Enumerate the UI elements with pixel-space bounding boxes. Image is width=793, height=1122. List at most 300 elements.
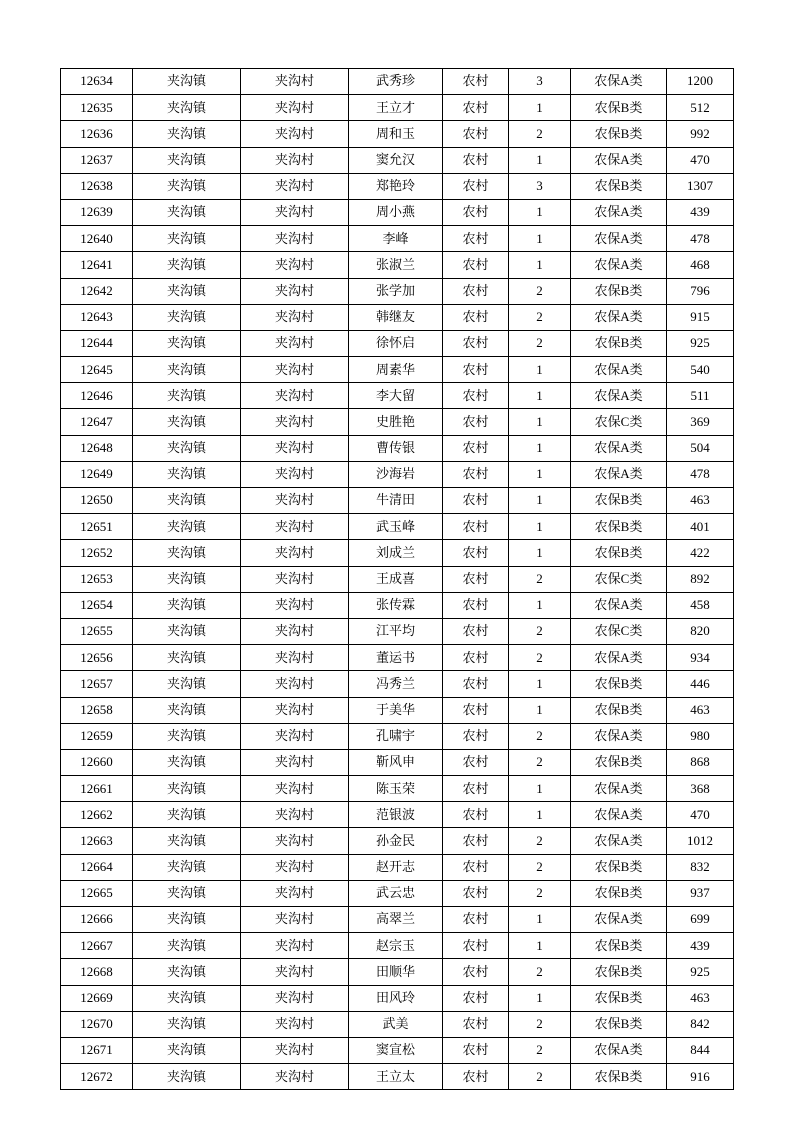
cell-town: 夹沟镇 bbox=[133, 540, 241, 566]
cell-village: 夹沟村 bbox=[241, 147, 349, 173]
table-row bbox=[61, 933, 734, 959]
cell-residence: 农村 bbox=[443, 749, 509, 775]
cell-id: 12642 bbox=[61, 278, 133, 304]
cell-amount: 992 bbox=[667, 121, 734, 147]
cell-amount: 844 bbox=[667, 1037, 734, 1063]
cell-name: 窦宣松 bbox=[349, 1037, 443, 1063]
cell-name: 董运书 bbox=[349, 645, 443, 671]
table-row bbox=[61, 671, 734, 697]
table-row bbox=[61, 357, 734, 383]
cell-category: 农保B类 bbox=[571, 278, 667, 304]
cell-count: 1 bbox=[509, 802, 571, 828]
cell-town: 夹沟镇 bbox=[133, 985, 241, 1011]
cell-village: 夹沟村 bbox=[241, 671, 349, 697]
cell-count: 1 bbox=[509, 985, 571, 1011]
cell-id: 12655 bbox=[61, 618, 133, 644]
table-row bbox=[61, 226, 734, 252]
table-row bbox=[61, 488, 734, 514]
cell-village: 夹沟村 bbox=[241, 226, 349, 252]
cell-amount: 868 bbox=[667, 749, 734, 775]
cell-village: 夹沟村 bbox=[241, 199, 349, 225]
cell-amount: 470 bbox=[667, 802, 734, 828]
table-row bbox=[61, 147, 734, 173]
cell-count: 1 bbox=[509, 147, 571, 173]
cell-amount: 1200 bbox=[667, 69, 734, 95]
cell-count: 1 bbox=[509, 488, 571, 514]
table-row bbox=[61, 697, 734, 723]
cell-village: 夹沟村 bbox=[241, 540, 349, 566]
cell-residence: 农村 bbox=[443, 802, 509, 828]
cell-residence: 农村 bbox=[443, 383, 509, 409]
cell-town: 夹沟镇 bbox=[133, 95, 241, 121]
cell-amount: 422 bbox=[667, 540, 734, 566]
cell-category: 农保C类 bbox=[571, 618, 667, 644]
cell-town: 夹沟镇 bbox=[133, 173, 241, 199]
cell-town: 夹沟镇 bbox=[133, 671, 241, 697]
cell-amount: 478 bbox=[667, 461, 734, 487]
table-row bbox=[61, 776, 734, 802]
cell-name: 冯秀兰 bbox=[349, 671, 443, 697]
table-row bbox=[61, 304, 734, 330]
cell-category: 农保B类 bbox=[571, 933, 667, 959]
cell-id: 12667 bbox=[61, 933, 133, 959]
cell-category: 农保A类 bbox=[571, 69, 667, 95]
cell-count: 1 bbox=[509, 357, 571, 383]
cell-residence: 农村 bbox=[443, 776, 509, 802]
cell-residence: 农村 bbox=[443, 69, 509, 95]
cell-id: 12643 bbox=[61, 304, 133, 330]
cell-id: 12634 bbox=[61, 69, 133, 95]
table-row bbox=[61, 802, 734, 828]
cell-category: 农保B类 bbox=[571, 488, 667, 514]
cell-count: 1 bbox=[509, 540, 571, 566]
cell-town: 夹沟镇 bbox=[133, 488, 241, 514]
cell-category: 农保B类 bbox=[571, 514, 667, 540]
cell-id: 12662 bbox=[61, 802, 133, 828]
cell-category: 农保B类 bbox=[571, 985, 667, 1011]
cell-residence: 农村 bbox=[443, 147, 509, 173]
cell-residence: 农村 bbox=[443, 514, 509, 540]
cell-count: 1 bbox=[509, 592, 571, 618]
cell-name: 孙金民 bbox=[349, 828, 443, 854]
cell-name: 武秀珍 bbox=[349, 69, 443, 95]
cell-id: 12648 bbox=[61, 435, 133, 461]
cell-count: 1 bbox=[509, 95, 571, 121]
cell-amount: 439 bbox=[667, 199, 734, 225]
cell-name: 高翠兰 bbox=[349, 907, 443, 933]
cell-name: 张淑兰 bbox=[349, 252, 443, 278]
cell-name: 周小燕 bbox=[349, 199, 443, 225]
cell-name: 范银波 bbox=[349, 802, 443, 828]
cell-village: 夹沟村 bbox=[241, 697, 349, 723]
table-row bbox=[61, 252, 734, 278]
cell-count: 1 bbox=[509, 776, 571, 802]
cell-amount: 504 bbox=[667, 435, 734, 461]
cell-amount: 463 bbox=[667, 488, 734, 514]
cell-town: 夹沟镇 bbox=[133, 409, 241, 435]
cell-id: 12672 bbox=[61, 1064, 133, 1090]
cell-village: 夹沟村 bbox=[241, 304, 349, 330]
cell-id: 12663 bbox=[61, 828, 133, 854]
cell-count: 2 bbox=[509, 618, 571, 644]
cell-village: 夹沟村 bbox=[241, 776, 349, 802]
cell-village: 夹沟村 bbox=[241, 959, 349, 985]
cell-category: 农保A类 bbox=[571, 645, 667, 671]
cell-residence: 农村 bbox=[443, 1011, 509, 1037]
cell-village: 夹沟村 bbox=[241, 278, 349, 304]
cell-residence: 农村 bbox=[443, 357, 509, 383]
cell-category: 农保B类 bbox=[571, 173, 667, 199]
cell-residence: 农村 bbox=[443, 226, 509, 252]
cell-id: 12659 bbox=[61, 723, 133, 749]
cell-village: 夹沟村 bbox=[241, 435, 349, 461]
cell-category: 农保B类 bbox=[571, 854, 667, 880]
cell-village: 夹沟村 bbox=[241, 723, 349, 749]
cell-town: 夹沟镇 bbox=[133, 592, 241, 618]
cell-town: 夹沟镇 bbox=[133, 828, 241, 854]
cell-name: 武美 bbox=[349, 1011, 443, 1037]
cell-residence: 农村 bbox=[443, 697, 509, 723]
cell-residence: 农村 bbox=[443, 723, 509, 749]
cell-village: 夹沟村 bbox=[241, 173, 349, 199]
cell-id: 12654 bbox=[61, 592, 133, 618]
table-row bbox=[61, 383, 734, 409]
cell-village: 夹沟村 bbox=[241, 749, 349, 775]
cell-village: 夹沟村 bbox=[241, 461, 349, 487]
cell-town: 夹沟镇 bbox=[133, 330, 241, 356]
table-row bbox=[61, 645, 734, 671]
cell-name: 田风玲 bbox=[349, 985, 443, 1011]
cell-count: 1 bbox=[509, 435, 571, 461]
cell-town: 夹沟镇 bbox=[133, 514, 241, 540]
cell-village: 夹沟村 bbox=[241, 880, 349, 906]
table-row bbox=[61, 409, 734, 435]
cell-village: 夹沟村 bbox=[241, 828, 349, 854]
cell-id: 12668 bbox=[61, 959, 133, 985]
cell-amount: 934 bbox=[667, 645, 734, 671]
cell-id: 12637 bbox=[61, 147, 133, 173]
cell-village: 夹沟村 bbox=[241, 69, 349, 95]
cell-amount: 796 bbox=[667, 278, 734, 304]
table-row bbox=[61, 723, 734, 749]
cell-residence: 农村 bbox=[443, 278, 509, 304]
table-row bbox=[61, 880, 734, 906]
cell-count: 2 bbox=[509, 1011, 571, 1037]
cell-category: 农保B类 bbox=[571, 1064, 667, 1090]
cell-count: 2 bbox=[509, 645, 571, 671]
cell-town: 夹沟镇 bbox=[133, 304, 241, 330]
cell-village: 夹沟村 bbox=[241, 95, 349, 121]
cell-village: 夹沟村 bbox=[241, 802, 349, 828]
cell-residence: 农村 bbox=[443, 671, 509, 697]
cell-id: 12671 bbox=[61, 1037, 133, 1063]
cell-town: 夹沟镇 bbox=[133, 880, 241, 906]
cell-town: 夹沟镇 bbox=[133, 461, 241, 487]
cell-category: 农保A类 bbox=[571, 592, 667, 618]
cell-name: 孔啸宇 bbox=[349, 723, 443, 749]
cell-category: 农保A类 bbox=[571, 226, 667, 252]
cell-id: 12661 bbox=[61, 776, 133, 802]
cell-town: 夹沟镇 bbox=[133, 697, 241, 723]
cell-town: 夹沟镇 bbox=[133, 147, 241, 173]
cell-name: 张学加 bbox=[349, 278, 443, 304]
cell-village: 夹沟村 bbox=[241, 566, 349, 592]
cell-amount: 916 bbox=[667, 1064, 734, 1090]
cell-category: 农保A类 bbox=[571, 252, 667, 278]
cell-name: 江平均 bbox=[349, 618, 443, 644]
cell-residence: 农村 bbox=[443, 435, 509, 461]
table-row bbox=[61, 1064, 734, 1090]
cell-residence: 农村 bbox=[443, 409, 509, 435]
cell-id: 12652 bbox=[61, 540, 133, 566]
cell-name: 周和玉 bbox=[349, 121, 443, 147]
cell-town: 夹沟镇 bbox=[133, 121, 241, 147]
cell-village: 夹沟村 bbox=[241, 1064, 349, 1090]
cell-amount: 1307 bbox=[667, 173, 734, 199]
cell-id: 12653 bbox=[61, 566, 133, 592]
cell-town: 夹沟镇 bbox=[133, 383, 241, 409]
cell-id: 12635 bbox=[61, 95, 133, 121]
cell-town: 夹沟镇 bbox=[133, 1011, 241, 1037]
cell-amount: 1012 bbox=[667, 828, 734, 854]
cell-amount: 980 bbox=[667, 723, 734, 749]
cell-amount: 820 bbox=[667, 618, 734, 644]
cell-count: 2 bbox=[509, 959, 571, 985]
cell-count: 1 bbox=[509, 252, 571, 278]
cell-village: 夹沟村 bbox=[241, 1037, 349, 1063]
cell-id: 12670 bbox=[61, 1011, 133, 1037]
table-row bbox=[61, 907, 734, 933]
cell-id: 12664 bbox=[61, 854, 133, 880]
cell-village: 夹沟村 bbox=[241, 252, 349, 278]
cell-amount: 842 bbox=[667, 1011, 734, 1037]
table-row bbox=[61, 828, 734, 854]
cell-category: 农保B类 bbox=[571, 697, 667, 723]
cell-residence: 农村 bbox=[443, 854, 509, 880]
cell-residence: 农村 bbox=[443, 933, 509, 959]
cell-count: 1 bbox=[509, 514, 571, 540]
table-row bbox=[61, 330, 734, 356]
cell-amount: 478 bbox=[667, 226, 734, 252]
table-row bbox=[61, 540, 734, 566]
cell-town: 夹沟镇 bbox=[133, 907, 241, 933]
cell-category: 农保B类 bbox=[571, 671, 667, 697]
cell-id: 12641 bbox=[61, 252, 133, 278]
cell-residence: 农村 bbox=[443, 985, 509, 1011]
table-row bbox=[61, 618, 734, 644]
cell-amount: 512 bbox=[667, 95, 734, 121]
cell-category: 农保A类 bbox=[571, 199, 667, 225]
cell-category: 农保B类 bbox=[571, 121, 667, 147]
cell-residence: 农村 bbox=[443, 173, 509, 199]
table-row bbox=[61, 592, 734, 618]
cell-count: 1 bbox=[509, 199, 571, 225]
cell-name: 郑艳玲 bbox=[349, 173, 443, 199]
cell-town: 夹沟镇 bbox=[133, 566, 241, 592]
cell-id: 12649 bbox=[61, 461, 133, 487]
cell-amount: 699 bbox=[667, 907, 734, 933]
table-row bbox=[61, 959, 734, 985]
cell-id: 12640 bbox=[61, 226, 133, 252]
cell-category: 农保B类 bbox=[571, 959, 667, 985]
cell-name: 武玉峰 bbox=[349, 514, 443, 540]
cell-amount: 925 bbox=[667, 330, 734, 356]
cell-name: 曹传银 bbox=[349, 435, 443, 461]
subsidy-table bbox=[60, 68, 734, 1090]
cell-town: 夹沟镇 bbox=[133, 645, 241, 671]
cell-town: 夹沟镇 bbox=[133, 226, 241, 252]
cell-amount: 511 bbox=[667, 383, 734, 409]
cell-count: 1 bbox=[509, 697, 571, 723]
cell-amount: 540 bbox=[667, 357, 734, 383]
cell-town: 夹沟镇 bbox=[133, 802, 241, 828]
cell-count: 2 bbox=[509, 330, 571, 356]
cell-category: 农保B类 bbox=[571, 330, 667, 356]
cell-name: 赵开志 bbox=[349, 854, 443, 880]
cell-amount: 439 bbox=[667, 933, 734, 959]
cell-residence: 农村 bbox=[443, 566, 509, 592]
cell-name: 沙海岩 bbox=[349, 461, 443, 487]
cell-name: 于美华 bbox=[349, 697, 443, 723]
cell-residence: 农村 bbox=[443, 1064, 509, 1090]
table-row bbox=[61, 1011, 734, 1037]
cell-village: 夹沟村 bbox=[241, 592, 349, 618]
cell-village: 夹沟村 bbox=[241, 357, 349, 383]
table-row bbox=[61, 435, 734, 461]
cell-town: 夹沟镇 bbox=[133, 199, 241, 225]
cell-town: 夹沟镇 bbox=[133, 252, 241, 278]
cell-amount: 925 bbox=[667, 959, 734, 985]
cell-name: 牛清田 bbox=[349, 488, 443, 514]
table-row bbox=[61, 749, 734, 775]
cell-category: 农保A类 bbox=[571, 907, 667, 933]
cell-name: 田顺华 bbox=[349, 959, 443, 985]
cell-town: 夹沟镇 bbox=[133, 749, 241, 775]
cell-category: 农保A类 bbox=[571, 776, 667, 802]
cell-town: 夹沟镇 bbox=[133, 1064, 241, 1090]
cell-residence: 农村 bbox=[443, 880, 509, 906]
cell-town: 夹沟镇 bbox=[133, 723, 241, 749]
cell-residence: 农村 bbox=[443, 304, 509, 330]
cell-category: 农保A类 bbox=[571, 1037, 667, 1063]
table-row bbox=[61, 173, 734, 199]
cell-id: 12644 bbox=[61, 330, 133, 356]
table-row bbox=[61, 514, 734, 540]
cell-category: 农保A类 bbox=[571, 802, 667, 828]
cell-category: 农保A类 bbox=[571, 304, 667, 330]
cell-amount: 463 bbox=[667, 697, 734, 723]
cell-name: 李峰 bbox=[349, 226, 443, 252]
cell-id: 12658 bbox=[61, 697, 133, 723]
cell-category: 农保B类 bbox=[571, 95, 667, 121]
cell-count: 2 bbox=[509, 121, 571, 147]
cell-residence: 农村 bbox=[443, 828, 509, 854]
cell-village: 夹沟村 bbox=[241, 1011, 349, 1037]
cell-amount: 368 bbox=[667, 776, 734, 802]
cell-name: 刘成兰 bbox=[349, 540, 443, 566]
cell-town: 夹沟镇 bbox=[133, 1037, 241, 1063]
cell-category: 农保A类 bbox=[571, 383, 667, 409]
cell-id: 12665 bbox=[61, 880, 133, 906]
cell-name: 史胜艳 bbox=[349, 409, 443, 435]
cell-category: 农保A类 bbox=[571, 435, 667, 461]
cell-town: 夹沟镇 bbox=[133, 357, 241, 383]
cell-category: 农保B类 bbox=[571, 749, 667, 775]
cell-id: 12639 bbox=[61, 199, 133, 225]
cell-amount: 915 bbox=[667, 304, 734, 330]
cell-count: 2 bbox=[509, 278, 571, 304]
cell-id: 12650 bbox=[61, 488, 133, 514]
table-row bbox=[61, 566, 734, 592]
cell-residence: 农村 bbox=[443, 199, 509, 225]
cell-residence: 农村 bbox=[443, 618, 509, 644]
cell-category: 农保B类 bbox=[571, 880, 667, 906]
cell-residence: 农村 bbox=[443, 488, 509, 514]
cell-amount: 468 bbox=[667, 252, 734, 278]
cell-town: 夹沟镇 bbox=[133, 959, 241, 985]
cell-category: 农保A类 bbox=[571, 357, 667, 383]
cell-count: 2 bbox=[509, 749, 571, 775]
cell-residence: 农村 bbox=[443, 959, 509, 985]
cell-name: 靳风申 bbox=[349, 749, 443, 775]
cell-name: 陈玉荣 bbox=[349, 776, 443, 802]
cell-amount: 446 bbox=[667, 671, 734, 697]
cell-village: 夹沟村 bbox=[241, 121, 349, 147]
table-row bbox=[61, 278, 734, 304]
table-row bbox=[61, 461, 734, 487]
cell-village: 夹沟村 bbox=[241, 514, 349, 540]
cell-amount: 470 bbox=[667, 147, 734, 173]
cell-village: 夹沟村 bbox=[241, 383, 349, 409]
table-row bbox=[61, 199, 734, 225]
cell-category: 农保C类 bbox=[571, 566, 667, 592]
cell-id: 12646 bbox=[61, 383, 133, 409]
cell-amount: 401 bbox=[667, 514, 734, 540]
cell-village: 夹沟村 bbox=[241, 854, 349, 880]
cell-category: 农保A类 bbox=[571, 828, 667, 854]
cell-residence: 农村 bbox=[443, 95, 509, 121]
cell-residence: 农村 bbox=[443, 1037, 509, 1063]
cell-count: 1 bbox=[509, 907, 571, 933]
cell-id: 12645 bbox=[61, 357, 133, 383]
cell-name: 韩继友 bbox=[349, 304, 443, 330]
cell-id: 12666 bbox=[61, 907, 133, 933]
cell-residence: 农村 bbox=[443, 121, 509, 147]
cell-category: 农保A类 bbox=[571, 147, 667, 173]
cell-count: 2 bbox=[509, 1064, 571, 1090]
cell-amount: 937 bbox=[667, 880, 734, 906]
table-row bbox=[61, 121, 734, 147]
cell-village: 夹沟村 bbox=[241, 645, 349, 671]
cell-id: 12636 bbox=[61, 121, 133, 147]
cell-id: 12647 bbox=[61, 409, 133, 435]
cell-village: 夹沟村 bbox=[241, 488, 349, 514]
cell-id: 12657 bbox=[61, 671, 133, 697]
cell-village: 夹沟村 bbox=[241, 985, 349, 1011]
cell-name: 窦允汉 bbox=[349, 147, 443, 173]
cell-count: 1 bbox=[509, 671, 571, 697]
cell-name: 武云忠 bbox=[349, 880, 443, 906]
cell-residence: 农村 bbox=[443, 907, 509, 933]
cell-count: 2 bbox=[509, 723, 571, 749]
cell-name: 徐怀启 bbox=[349, 330, 443, 356]
cell-village: 夹沟村 bbox=[241, 618, 349, 644]
cell-town: 夹沟镇 bbox=[133, 618, 241, 644]
cell-count: 2 bbox=[509, 854, 571, 880]
cell-village: 夹沟村 bbox=[241, 933, 349, 959]
cell-count: 3 bbox=[509, 173, 571, 199]
cell-residence: 农村 bbox=[443, 540, 509, 566]
